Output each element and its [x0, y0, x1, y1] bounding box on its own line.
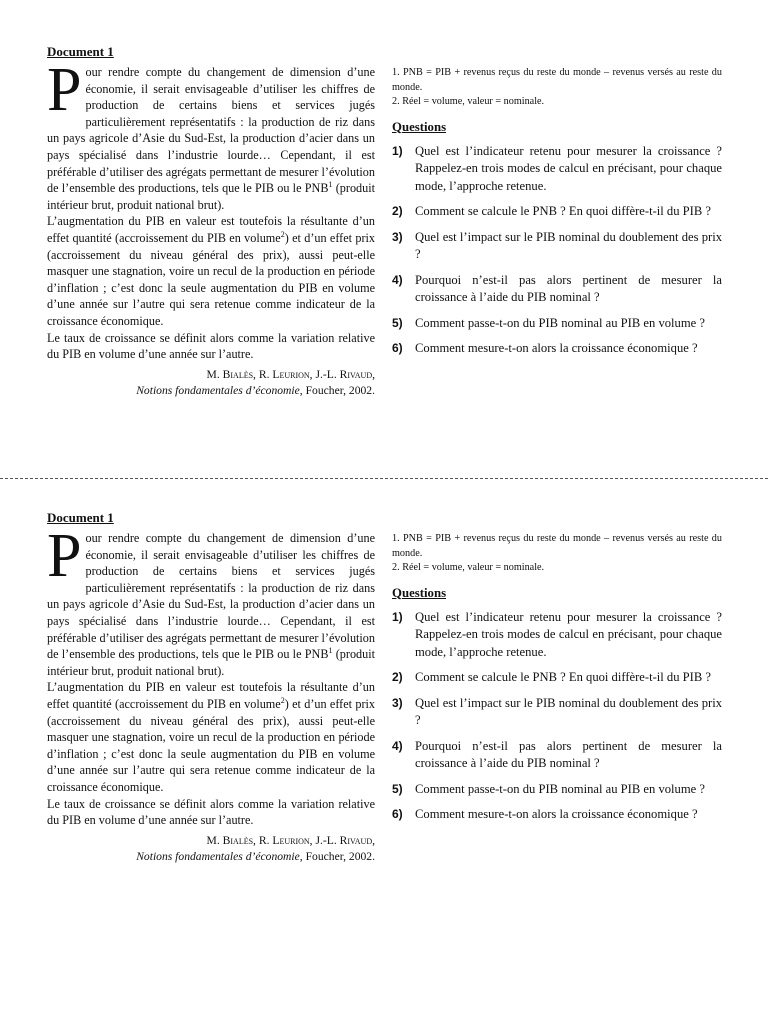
- question-item: 2) Comment se calcule le PNB ? En quoi diffère-t-il du PIB ?: [392, 670, 712, 684]
- question-item: 1) Quel est l’indicateur retenu pour mesurer la croissance ? Rappelez-en trois modes de calcul en précisant, pour chaque mode, l’approche retenue.: [392, 143, 722, 193]
- document-copy-top: [0, 40, 768, 480]
- question-item: 4) Pourquoi n’est-il pas alors pertinent de mesurer la croissance à l’aide du PIB nominal ?: [392, 272, 722, 304]
- paragraph-1: Pour rendre compte du changement de dimension d’une économie, il serait envisageable d’utiliser les chiffres de production de certains biens et services jugés particulièrement représentatifs : la production de riz dans un pays agricole d’Asie du Sud-Est, la production d’acier dans un pays spécialisé dans l’industrie lourde… Cependant, il est préférable d’utiliser des agrégats permettant de mesurer l’évolution de l’ensemble des productions, tels que le PIB ou le PNB$^1$ (produit intérieur brut, produit national brut).: [47, 56, 376, 212]
- drop-cap: P: [47, 56, 82, 124]
- cut-line-divider: [0, 478, 768, 479]
- question-item: 2) Comment se calcule le PNB ? En quoi diffère-t-il du PIB ?: [392, 204, 712, 218]
- document-text: [47, 522, 376, 865]
- question-item: 3) Quel est l’impact sur le PIB nominal du doublement des prix ?: [392, 229, 722, 261]
- question-item: 1) Quel est l’indicateur retenu pour mesurer la croissance ? Rappelez-en trois modes de calcul en précisant, pour chaque mode, l’approche retenue.: [392, 609, 722, 659]
- source-citation: M. Bialès, R. Leurion, J.-L. Rivaud, Notions fondamentales d’économie, Foucher, 2002.: [136, 833, 375, 863]
- footnote-2: 2. Réel = volume, valeur = nominale.: [392, 96, 545, 107]
- questions-column: [392, 66, 722, 366]
- footnote-1: 1. PNB = PIB + revenus reçus du reste du monde – revenus versés au reste du monde.: [392, 533, 722, 559]
- questions-heading: Questions: [392, 119, 447, 134]
- question-item: 5) Comment passe-t-on du PIB nominal au PIB en volume ?: [392, 315, 705, 330]
- footnotes: [392, 66, 722, 110]
- paragraph-3: Le taux de croissance se définit alors comme la variation relative du PIB en volume d’une année sur l’autre.: [47, 330, 375, 362]
- document-title: Document 1: [47, 510, 114, 525]
- paragraph-1: Pour rendre compte du changement de dimension d’une économie, il serait envisageable d’utiliser les chiffres de production de certains biens et services jugés particulièrement représentatifs : la production de riz dans un pays agricole d’Asie du Sud-Est, la production d’acier dans un pays spécialisé dans l’industrie lourde… Cependant, il est préférable d’utiliser des agrégats permettant de mesurer l’évolution de l’ensemble des productions, tels que le PIB ou le PNB$^1$ (produit intérieur brut, produit national brut).: [47, 522, 376, 678]
- questions-column: [392, 532, 722, 832]
- footnote-2: 2. Réel = volume, valeur = nominale.: [392, 562, 545, 573]
- question-item: 6) Comment mesure-t-on alors la croissance économique ?: [392, 807, 698, 821]
- paragraph-2: L’augmentation du PIB en valeur est toutefois la résultante d’un effet quantité (accroissement du PIB en volume$^2$) et d’un effet prix (accroissement du niveau général des prix), aussi peut-elle masquer une stagnation, voire un recul de la production en période d’inflation ; c’est donc la seule augmentation du PIB en volume d’une année sur l’autre qui sera retenue comme indicateur de la croissance économique.: [47, 214, 375, 328]
- source-citation: M. Bialès, R. Leurion, J.-L. Rivaud, Notions fondamentales d’économie, Foucher, 2002.: [136, 367, 375, 397]
- questions-heading: Questions: [392, 585, 447, 600]
- document-text: [47, 56, 376, 399]
- drop-cap: P: [47, 522, 82, 590]
- document-title: Document 1: [47, 44, 114, 59]
- question-item: 4) Pourquoi n’est-il pas alors pertinent de mesurer la croissance à l’aide du PIB nominal ?: [392, 738, 722, 770]
- paragraph-2: L’augmentation du PIB en valeur est toutefois la résultante d’un effet quantité (accroissement du PIB en volume$^2$) et d’un effet prix (accroissement du niveau général des prix), aussi peut-elle masquer une stagnation, voire un recul de la production en période d’inflation ; c’est donc la seule augmentation du PIB en volume d’une année sur l’autre qui sera retenue comme indicateur de la croissance économique.: [47, 680, 375, 794]
- question-item: 3) Quel est l’impact sur le PIB nominal du doublement des prix ?: [392, 695, 722, 727]
- footnotes: [392, 532, 722, 576]
- document-copy-bottom: [0, 506, 768, 946]
- paragraph-3: Le taux de croissance se définit alors comme la variation relative du PIB en volume d’une année sur l’autre.: [47, 796, 375, 828]
- footnote-1: 1. PNB = PIB + revenus reçus du reste du monde – revenus versés au reste du monde.: [392, 67, 722, 93]
- question-item: 5) Comment passe-t-on du PIB nominal au PIB en volume ?: [392, 781, 705, 796]
- question-item: 6) Comment mesure-t-on alors la croissance économique ?: [392, 341, 698, 355]
